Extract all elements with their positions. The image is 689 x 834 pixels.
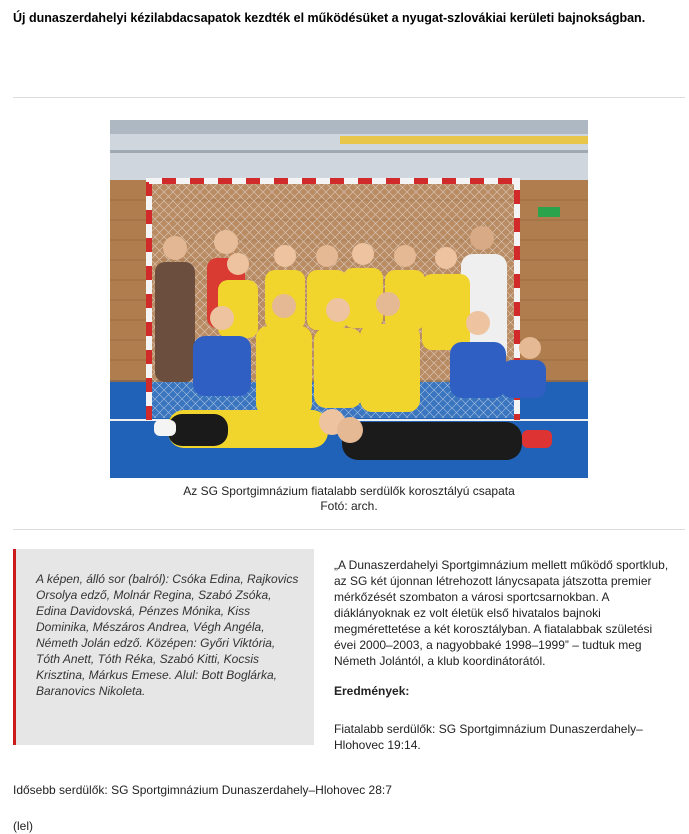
team-photo	[110, 120, 588, 478]
result-older: Idősebb serdülők: SG Sportgimnázium Dunaszerdahely–Hlohovec 28:7	[13, 783, 392, 797]
divider-middle	[13, 529, 685, 530]
result-younger: Fiatalabb serdülők: SG Sportgimnázium Dunaszerdahely–Hlohovec 19:14.	[334, 722, 643, 752]
article-lead: Új dunaszerdahelyi kézilabdacsapatok kezdték el működésüket a nyugat-szlovákiai kerületi bajnokságban.	[13, 11, 646, 25]
article-author: (lel)	[13, 819, 33, 833]
article-body-column	[334, 557, 674, 753]
article-body-paragraph: „A Dunaszerdahelyi Sportgimnázium mellett működő sportklub, az SG két újonnan létrehozott lánycsapata játszotta premier mérkőzését szombaton a városi sportcsarnokban. A diáklányoknak ez volt életük első hivatalos bajnoki megmérettetése a két korosztályban. A fiatalabbak születési évei 2000–2003, a nagyobbaké 1998–1999” – tudtuk meg Németh Jolántól, a klub koordinátorától.	[334, 558, 669, 668]
photo-caption	[110, 484, 588, 514]
divider-top	[13, 97, 685, 98]
photo-credit: Fotó: arch.	[320, 499, 378, 513]
photo-caption-text: Az SG Sportgimnázium fiatalabb serdülők korosztályú csapata	[183, 484, 515, 498]
photo-names-box	[13, 549, 314, 745]
results-heading: Eredmények:	[334, 684, 410, 698]
photo-names-text: A képen, álló sor (balról): Csóka Edina, Rajkovics Orsolya edző, Molnár Regina, Szabó Zsóka, Edina Davidovská, Pénzes Mónika, Kiss Dominika, Mészáros Andrea, Végh Angéla, Németh Jolán edző. Középen: Győri Viktória, Tóth Anett, Tóth Réka, Szabó Kitti, Kocsis Krisztina, Márkus Emese. Alul: Bott Boglárka, Baranovics Nikoleta.	[36, 572, 299, 698]
